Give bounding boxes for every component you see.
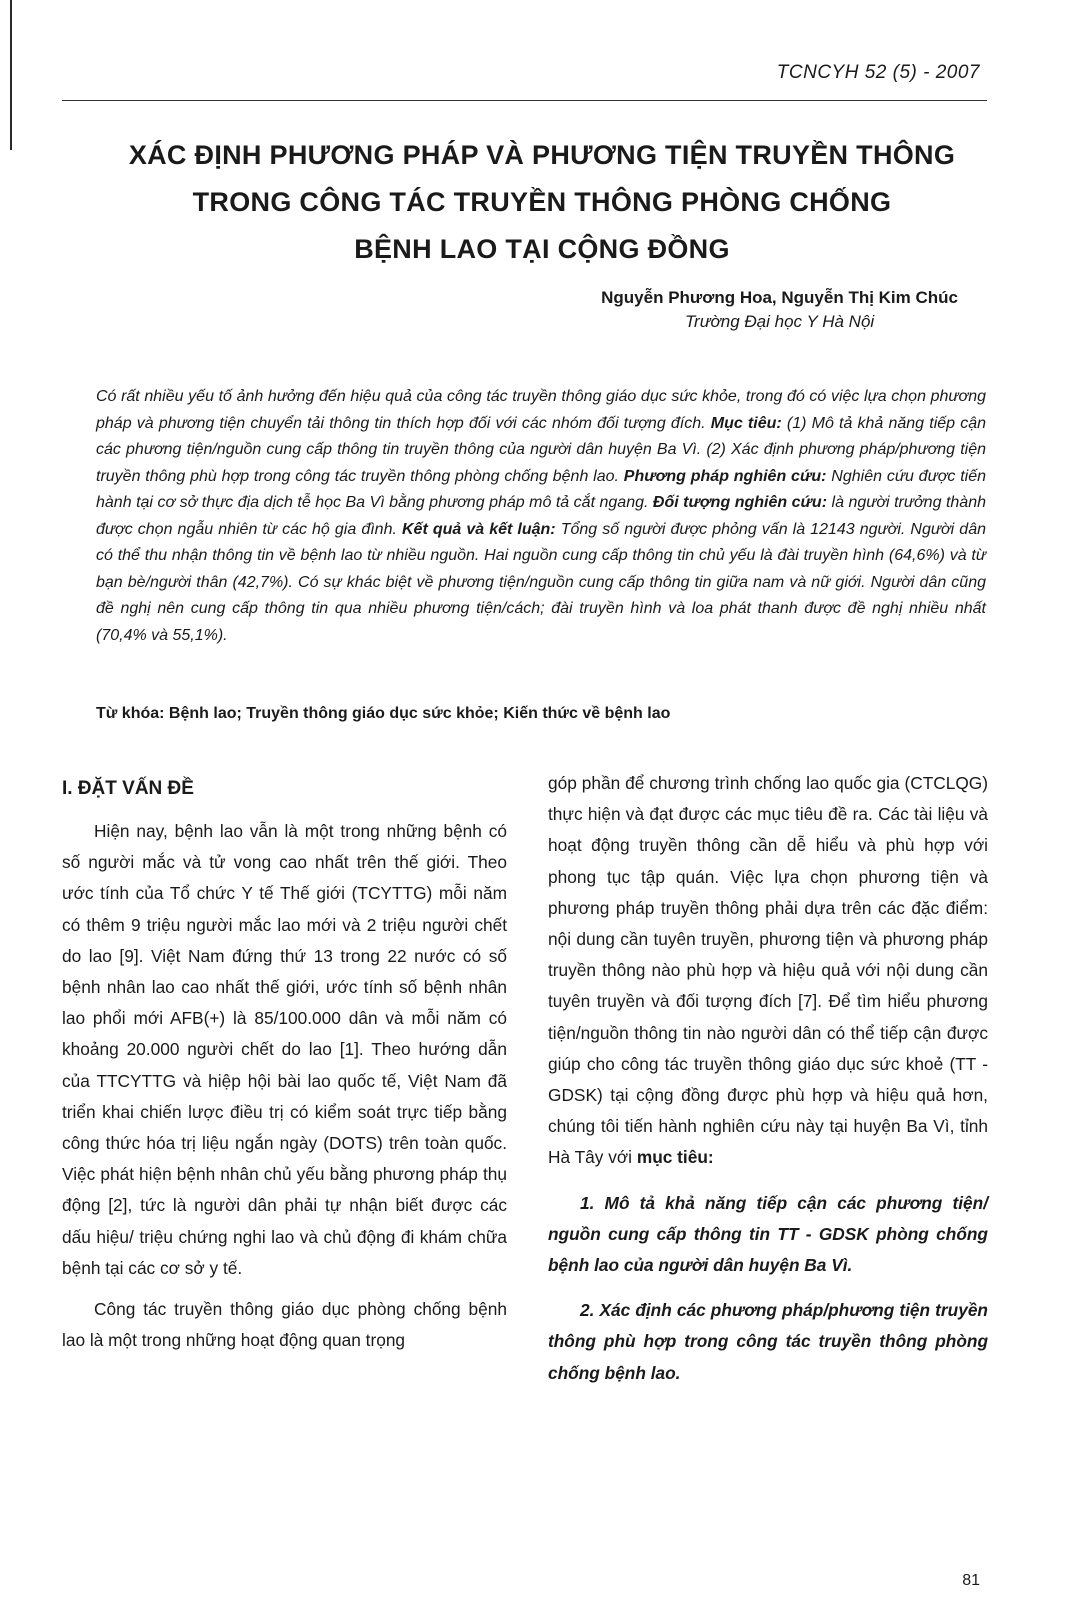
- article-title: [62, 132, 1022, 273]
- intro-paragraph-3-text: góp phần để chương trình chống lao quốc gia (CTCLQG) thực hiện và đạt được các mục tiêu đề ra. Các tài liệu và hoạt động truyền thông cần dễ hiểu và phù hợp với phong tục tập quán. Việc lựa chọn phương tiện và phương pháp truyền thông phải dựa trên các đặc điểm: nội dung cần tuyên truyền, phương tiện và phương pháp truyền thông nào phù hợp và hiệu quả với nội dung cần tuyên truyền và đối tượng đích [7]. Để tìm hiểu phương tiện/nguồn thông tin nào người dân có thể tiếp cận được giúp cho công tác truyền thông giáo dục sức khoẻ (TT - GDSK) tại cộng đồng được phù hợp và hiệu quả hơn, chúng tôi tiến hành nghiên cứu này tại huyện Ba Vì, tỉnh Hà Tây với: [548, 773, 988, 1168]
- abstract-method-text: Nghiên cứu được tiến hành tại cơ sở thực địa dịch tễ học Ba Vì bằng phương pháp mô tả cắt ngang.: [96, 467, 986, 511]
- objective-1: 1. Mô tả khả năng tiếp cận các phương tiện/ nguồn cung cấp thông tin TT - GDSK phòng chống bệnh lao của người dân huyện Ba Vì.: [548, 1192, 988, 1276]
- abstract-result-text: Tổng số người được phỏng vấn là 12143 người. Người dân có thể thu nhận thông tin về bệnh lao từ nhiều nguồn. Hai nguồn cung cấp thông tin chủ yếu là đài truyền hình (64,6%) và từ bạn bè/người thân (42,7%). Có sự khác biệt về phương tiện/nguồn cung cấp thông tin giữa nam và nữ giới. Người dân cũng đề nghị nên cung cấp thông tin qua nhiều phương tiện/cách; đài truyền hình và loa phát thanh được đề nghị nhiều nhất (70,4% và 55,1%).: [96, 520, 986, 644]
- title-line-2: TRONG CÔNG TÁC TRUYỀN THÔNG PHÒNG CHỐNG: [192, 187, 892, 217]
- journal-header: TCNCYH 52 (5) - 2007: [776, 62, 980, 83]
- page-number: 81: [962, 1572, 980, 1589]
- author-names: Nguyễn Phương Hoa, Nguyễn Thị Kim Chúc: [601, 288, 958, 307]
- abstract-subject-text: là người trưởng thành được chọn ngẫu nhiên từ các hộ gia đình.: [96, 494, 986, 538]
- section-heading: I. ĐẶT VẤN ĐỀ: [62, 778, 194, 799]
- title-line-1: XÁC ĐỊNH PHƯƠNG PHÁP VÀ PHƯƠNG TIỆN TRUYỀN THÔNG: [128, 140, 956, 170]
- title-line-3: BỆNH LAO TẠI CỘNG ĐỒNG: [354, 234, 730, 264]
- abstract-objective-label: Mục tiêu:: [710, 414, 782, 432]
- author-block: [601, 286, 958, 334]
- scan-edge: [10, 0, 12, 150]
- intro-paragraph-3: [548, 768, 988, 1174]
- right-column: [548, 768, 988, 1389]
- author-affiliation: Trường Đại học Y Hà Nội: [684, 312, 875, 331]
- left-column: [62, 768, 507, 1356]
- abstract-method-label: Phương pháp nghiên cứu:: [623, 467, 827, 485]
- intro-paragraph-2: Công tác truyền thông giáo dục phòng chống bệnh lao là một trong những hoạt động quan trọng: [62, 1299, 507, 1351]
- objective-2: 2. Xác định các phương pháp/phương tiện truyền thông phù hợp trong công tác truyền thông phòng chống bệnh lao.: [548, 1300, 988, 1383]
- intro-paragraph-1: Hiện nay, bệnh lao vẫn là một trong những bệnh có số người mắc và tử vong cao nhất trên thế giới. Theo ước tính của Tổ chức Y tế Thế giới (TCYTTG) mỗi năm có thêm 9 triệu người mắc lao mới và 2 triệu người chết do lao [9]. Việt Nam đứng thứ 13 trong 22 nước có số bệnh nhân lao cao nhất thế giới, ước tính số bệnh nhân lao phổi mới AFB(+) là 85/100.000 dân và mỗi năm có khoảng 20.000 người chết do lao [1]. Theo hướng dẫn của TTCYTTG và hiệp hội bài lao quốc tế, Việt Nam đã triển khai chiến lược điều trị có kiểm soát trực tiếp bằng công thức hóa trị liệu ngắn ngày (DOTS) trên toàn quốc. Việc phát hiện bệnh nhân chủ yếu bằng phương pháp thụ động [2], tức là người dân phải tự nhận biết được các dấu hiệu/ triệu chứng nghi lao và chủ động đi khám chữa bệnh tại các cơ sở y tế.: [62, 821, 507, 1278]
- abstract: [96, 384, 986, 649]
- objective-label: mục tiêu:: [636, 1147, 714, 1168]
- abstract-result-label: Kết quả và kết luận:: [402, 520, 556, 538]
- abstract-intro: Có rất nhiều yếu tố ảnh hưởng đến hiệu quả của công tác truyền thông giáo dục sức khỏe, trong đó có việc lựa chọn phương pháp và phương tiện chuyển tải thông tin thích hợp đối với các nhóm đối tượng đích.: [96, 388, 986, 432]
- abstract-objective-text: (1) Mô tả khả năng tiếp cận các phương tiện/nguồn cung cấp thông tin truyền thông của người dân huyện Ba Vì. (2) Xác định phương pháp/phương tiện truyền thông phù hợp trong công tác truyền thông phòng chống bệnh lao.: [96, 414, 987, 485]
- header-rule: [62, 100, 987, 101]
- keywords: Từ khóa: Bệnh lao; Truyền thông giáo dục sức khỏe; Kiến thức về bệnh lao: [96, 705, 671, 722]
- abstract-subject-label: Đối tượng nghiên cứu:: [652, 494, 828, 511]
